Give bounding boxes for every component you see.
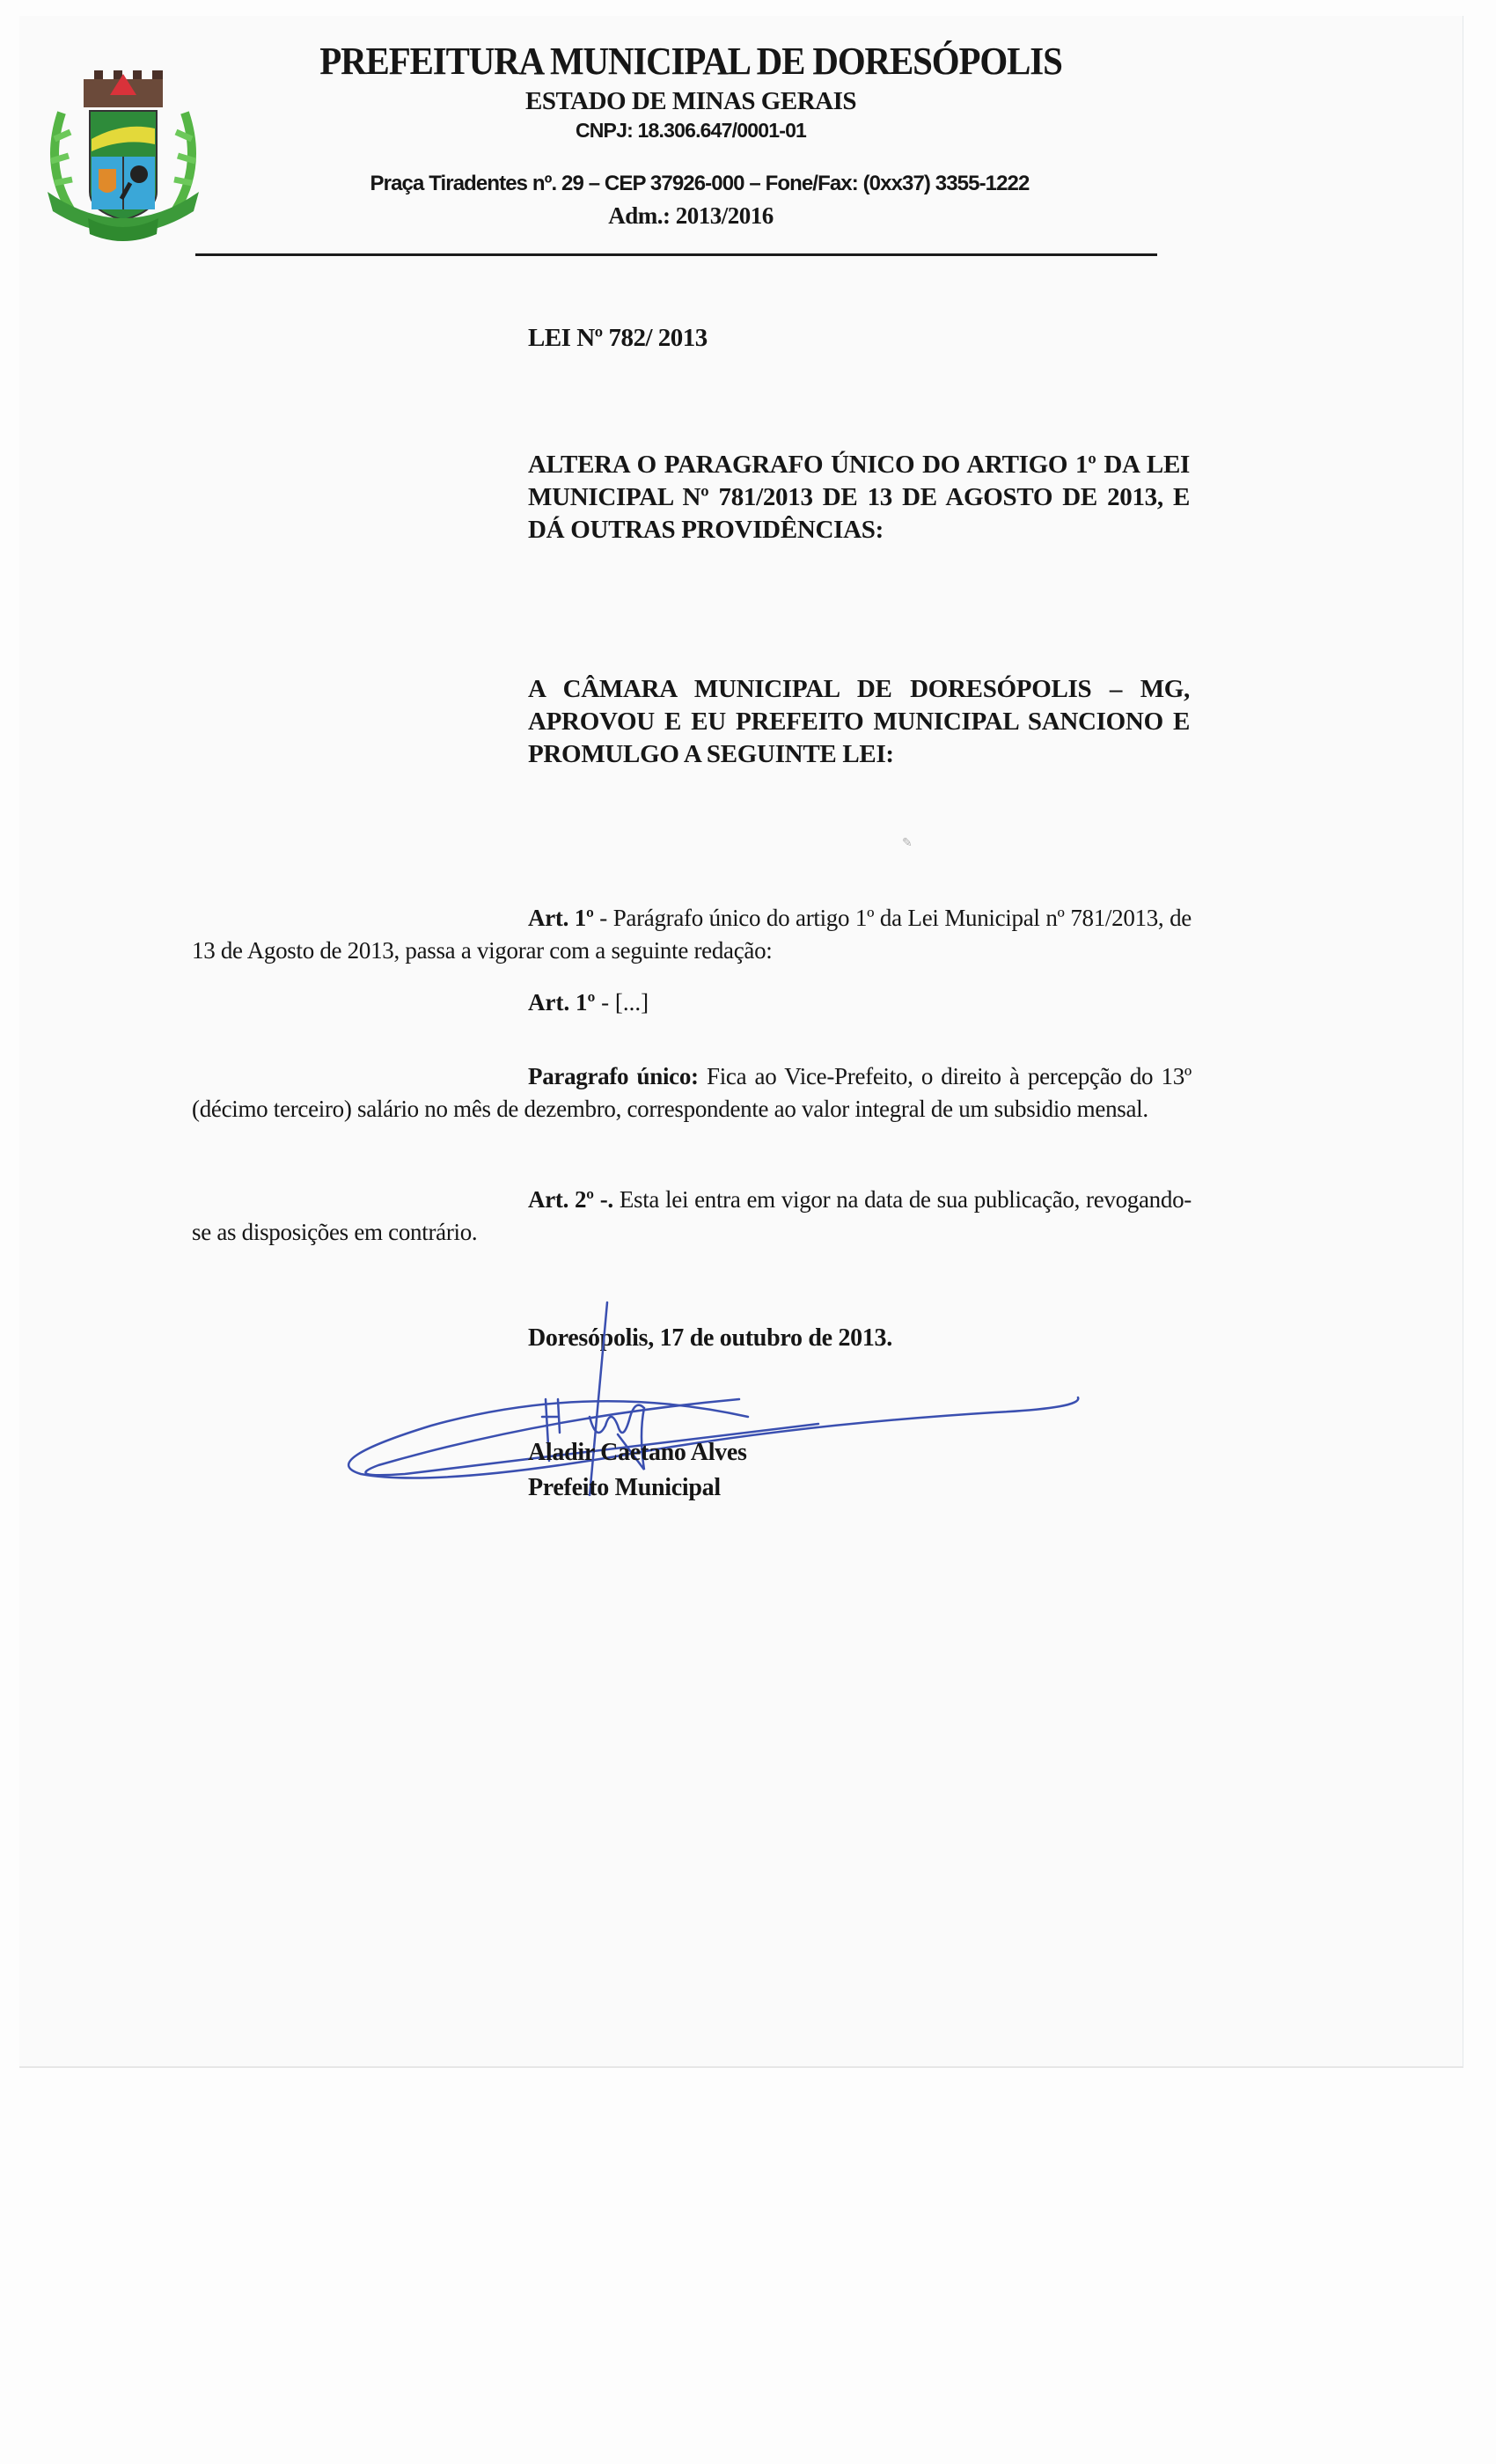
paragrafo-unico-label: Paragrafo único: [528,1063,699,1089]
header-title: PREFEITURA MUNICIPAL DE DORESÓPOLIS [319,40,1062,83]
scanned-page [19,16,1463,2068]
signatory-name: Aladir Caetano Alves [528,1439,747,1466]
header-divider [195,253,1157,256]
article-1-text: - Parágrafo único do artigo 1º da Lei Municipal nº 781/2013, de 13 de Agosto de 2013, passa a vigorar com a seguinte redação: [192,905,1192,964]
article-2 [192,1184,1192,1249]
coat-of-arms-logo [35,60,211,245]
article-1-quote-text: - [...] [595,989,649,1016]
enactment-clause: A CÂMARA MUNICIPAL DE DORESÓPOLIS – MG, APROVOU E EU PREFEITO MUNICIPAL SANCIONO E PROMULGO A SEGUINTE LEI: [528,675,1190,768]
article-1-quote [528,989,649,1016]
header-cnpj: CNPJ: 18.306.647/0001-01 [575,119,807,142]
paragrafo-unico-text: Fica ao Vice-Prefeito, o direito à percepção do 13º (décimo terceiro) salário no mês de dezembro, correspondente ao valor integral de um subsidio mensal. [192,1063,1192,1122]
article-1-label: Art. 1º [528,905,594,931]
municipal-coat-of-arms-icon [35,60,211,245]
header-address: Praça Tiradentes nº. 29 – CEP 37926-000 – Fone/Fax: (0xx37) 3355-1222 [370,172,1030,195]
article-1-quote-label: Art. 1º [528,989,596,1016]
article-2-label: Art. 2º -. [528,1186,613,1213]
header-state: ESTADO DE MINAS GERAIS [524,87,856,115]
place-and-date: Doresópolis, 17 de outubro de 2013. [528,1324,892,1352]
scan-artifact: ✎ [902,837,913,850]
header-administration: Adm.: 2013/2016 [608,202,774,229]
law-number: LEI Nº 782/ 2013 [528,324,708,352]
paragrafo-unico [192,1060,1192,1126]
article-1 [192,902,1192,967]
signatory-role: Prefeito Municipal [528,1474,721,1501]
law-ementa: ALTERA O PARAGRAFO ÚNICO DO ARTIGO 1º DA LEI MUNICIPAL Nº 781/2013 DE 13 DE AGOSTO DE 2013, E DÁ OUTRAS PROVIDÊNCIAS: [528,451,1190,544]
article-2-text: Esta lei entra em vigor na data de sua publicação, revogando-se as disposições em contrário. [192,1186,1192,1245]
